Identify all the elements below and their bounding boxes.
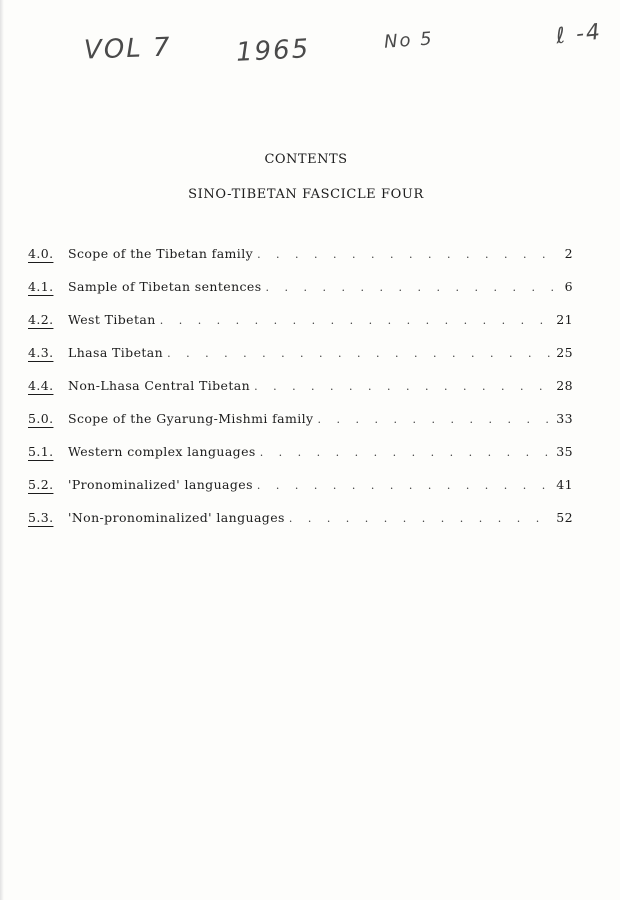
toc-section-number: 5.0.	[28, 411, 54, 426]
toc-section-title: 'Non-pronominalized' languages	[68, 510, 285, 525]
table-of-contents	[28, 246, 573, 543]
toc-entry	[28, 477, 573, 510]
toc-section-number: 5.1.	[28, 444, 54, 459]
contents-heading: CONTENTS	[264, 152, 348, 167]
handwritten-volume: VOL 7	[83, 32, 173, 66]
toc-dot-leader	[167, 347, 552, 360]
toc-section-number: 4.0.	[28, 246, 54, 261]
handwritten-mark: ℓ ‑4	[554, 19, 604, 50]
toc-page-number: 21	[556, 312, 573, 327]
toc-page-number: 33	[556, 411, 573, 426]
toc-section-number: 4.4.	[28, 378, 54, 393]
toc-page-number: 6	[564, 279, 573, 294]
toc-page-number: 35	[556, 444, 573, 459]
handwritten-number: No 5	[383, 28, 435, 53]
toc-dot-leader	[160, 314, 553, 327]
toc-entry	[28, 279, 573, 312]
toc-section-number: 4.1.	[28, 279, 54, 294]
toc-entry	[28, 345, 573, 378]
toc-section-title: Non-Lhasa Central Tibetan	[68, 378, 251, 393]
toc-section-number: 5.2.	[28, 477, 54, 492]
toc-section-number: 4.3.	[28, 345, 54, 360]
toc-dot-leader	[266, 281, 553, 294]
toc-section-number: 4.2.	[28, 312, 54, 327]
toc-section-title: Western complex languages	[68, 444, 256, 459]
toc-entry	[28, 444, 573, 477]
toc-section-number: 5.3.	[28, 510, 54, 525]
toc-dot-leader	[289, 512, 552, 525]
handwritten-year: 1965	[235, 34, 311, 68]
toc-dot-leader	[257, 248, 553, 261]
fascicle-heading: SINO-TIBETAN FASCICLE FOUR	[188, 187, 424, 202]
handwritten-annotation	[0, 19, 620, 82]
toc-entry	[28, 312, 573, 345]
toc-section-title: Scope of the Gyarung-Mishmi family	[68, 411, 314, 426]
toc-page-number: 25	[556, 345, 573, 360]
toc-dot-leader	[257, 479, 552, 492]
toc-dot-leader	[254, 380, 552, 393]
toc-page-number: 2	[564, 246, 573, 261]
toc-section-title: Sample of Tibetan sentences	[68, 279, 262, 294]
toc-section-title: Lhasa Tibetan	[68, 345, 164, 360]
toc-section-title: 'Pronominalized' languages	[68, 477, 253, 492]
toc-page-number: 52	[556, 510, 573, 525]
toc-dot-leader	[260, 446, 553, 459]
toc-section-title: Scope of the Tibetan family	[68, 246, 254, 261]
toc-entry	[28, 378, 573, 411]
toc-page-number: 41	[556, 477, 573, 492]
page-edge-shadow	[0, 0, 4, 900]
toc-dot-leader	[318, 413, 553, 426]
toc-entry	[28, 411, 573, 444]
toc-entry	[28, 510, 573, 543]
toc-entry	[28, 246, 573, 279]
toc-section-title: West Tibetan	[68, 312, 156, 327]
toc-page-number: 28	[556, 378, 573, 393]
